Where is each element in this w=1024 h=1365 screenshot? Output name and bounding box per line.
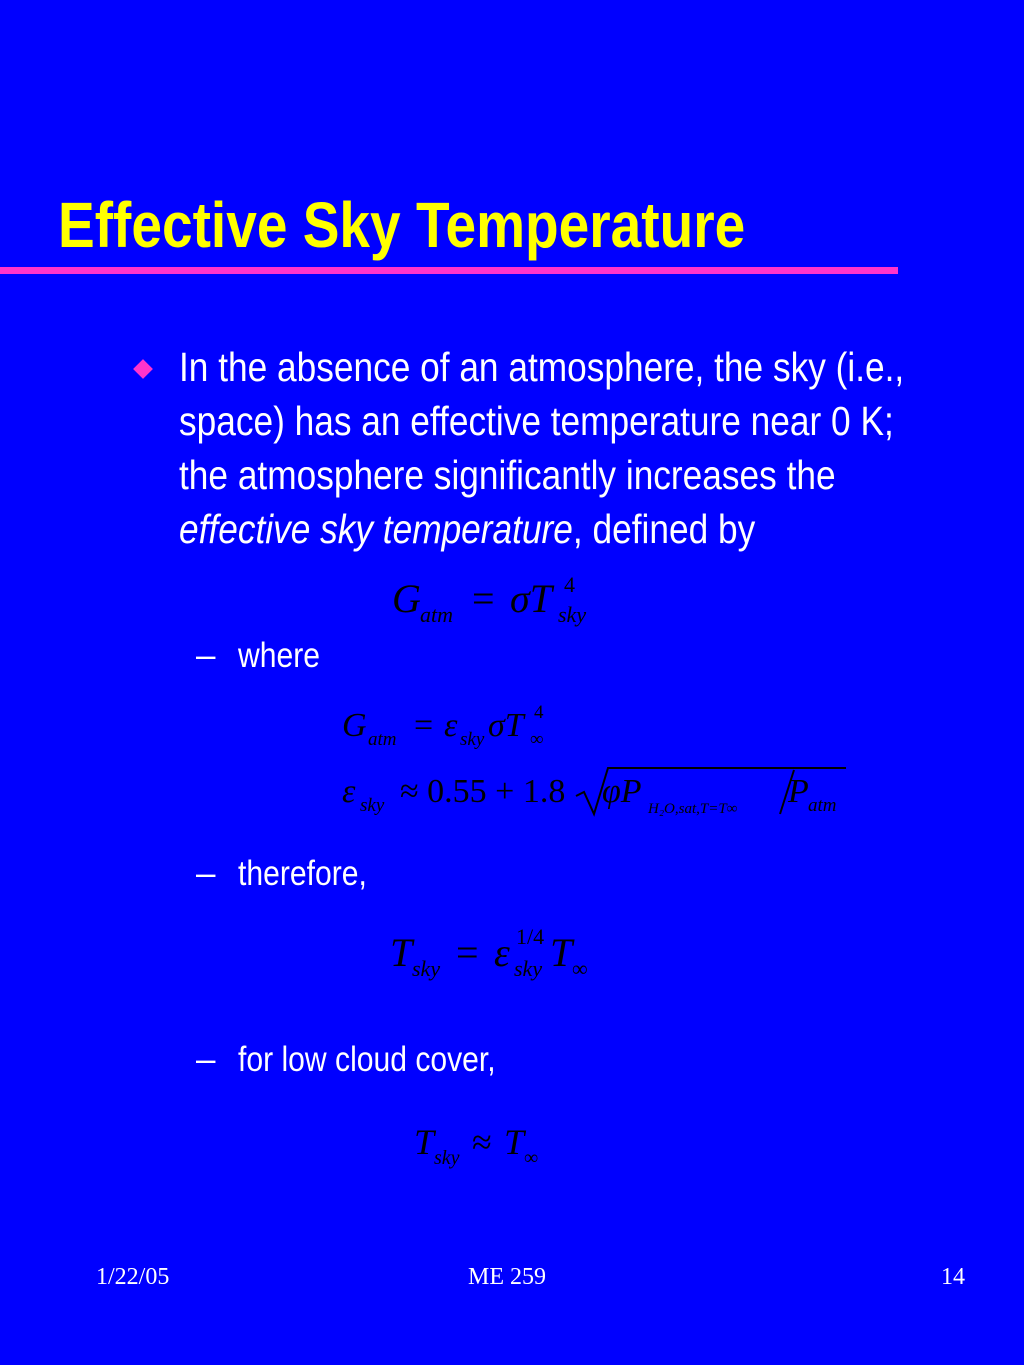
svg-text:∞: ∞ [572,956,588,981]
svg-text:sky: sky [360,795,385,816]
bullet-line-3: the atmosphere significantly increases the [179,452,836,498]
svg-text:φP: φP [602,773,642,810]
svg-text:≈ 0.55 + 1.8: ≈ 0.55 + 1.8 [400,773,566,810]
equation-low-cloud [414,1118,554,1173]
bullet-diamond-icon [133,359,153,379]
svg-text:atm: atm [368,729,397,750]
svg-text:T: T [390,930,413,975]
sub-bullet-therefore: therefore, [238,854,367,893]
bullet-text [179,340,953,556]
svg-text:=: = [414,707,434,744]
equation-5-graphic [414,1118,554,1173]
svg-text:atm: atm [420,602,453,627]
svg-text:ε: ε [342,773,356,810]
svg-text:P: P [788,773,809,810]
svg-text:σT: σT [510,576,552,621]
bullet-line-4 [179,502,953,556]
svg-text:H₂O,sat,T=T∞: H₂O,sat,T=T∞ [648,801,738,817]
svg-text:∞: ∞ [524,1147,539,1169]
svg-text:sky: sky [434,1147,460,1169]
equation-atmospheric-irradiation [342,700,562,755]
equation-1-graphic [392,570,607,630]
svg-text:sky: sky [412,956,441,981]
svg-text:σT: σT [488,707,524,744]
svg-text:=: = [472,576,495,621]
svg-text:ε: ε [494,930,510,975]
sub-bullet-dash-1: – [196,636,216,675]
svg-text:T: T [550,930,573,975]
equation-2-graphic [342,700,562,755]
svg-text:sky: sky [460,729,485,750]
svg-text:4: 4 [564,572,575,597]
slide-title: Effective Sky Temperature [58,189,746,261]
bullet-line-4-rest: , defined by [572,506,756,552]
svg-text:=: = [456,930,479,975]
svg-text:sky: sky [514,956,543,981]
svg-text:T: T [504,1122,525,1162]
equation-sky-irradiation [392,570,607,630]
svg-text:∞: ∞ [530,729,544,750]
sub-bullet-where: where [238,636,320,675]
sub-bullet-dash-3: – [196,1040,216,1079]
footer-course: ME 259 [468,1264,546,1290]
footer-page-number: 14 [941,1264,965,1290]
svg-text:≈: ≈ [472,1122,492,1162]
svg-text:G: G [392,576,421,621]
svg-text:sky: sky [558,602,587,627]
sub-bullet-low-cloud: for low cloud cover, [238,1040,496,1079]
bullet-line-1: In the absence of an atmosphere, the sky (i.e., [179,344,905,390]
equation-4-graphic [390,924,605,984]
bullet-line-2: space) has an effective temperature near 0 K; [179,398,894,444]
equation-3-graphic [342,762,862,822]
title-divider [0,267,898,274]
svg-text:1/4: 1/4 [516,924,545,949]
svg-text:T: T [414,1122,435,1162]
footer-date: 1/22/05 [96,1264,170,1290]
bullet-term: effective sky temperature [179,506,573,552]
equation-sky-temperature [390,924,605,984]
equation-sky-emissivity [342,762,862,822]
svg-text:4: 4 [534,702,544,723]
svg-text:ε: ε [444,707,458,744]
sub-bullet-dash-2: – [196,854,216,893]
svg-text:G: G [342,707,367,744]
svg-text:atm: atm [808,795,837,816]
